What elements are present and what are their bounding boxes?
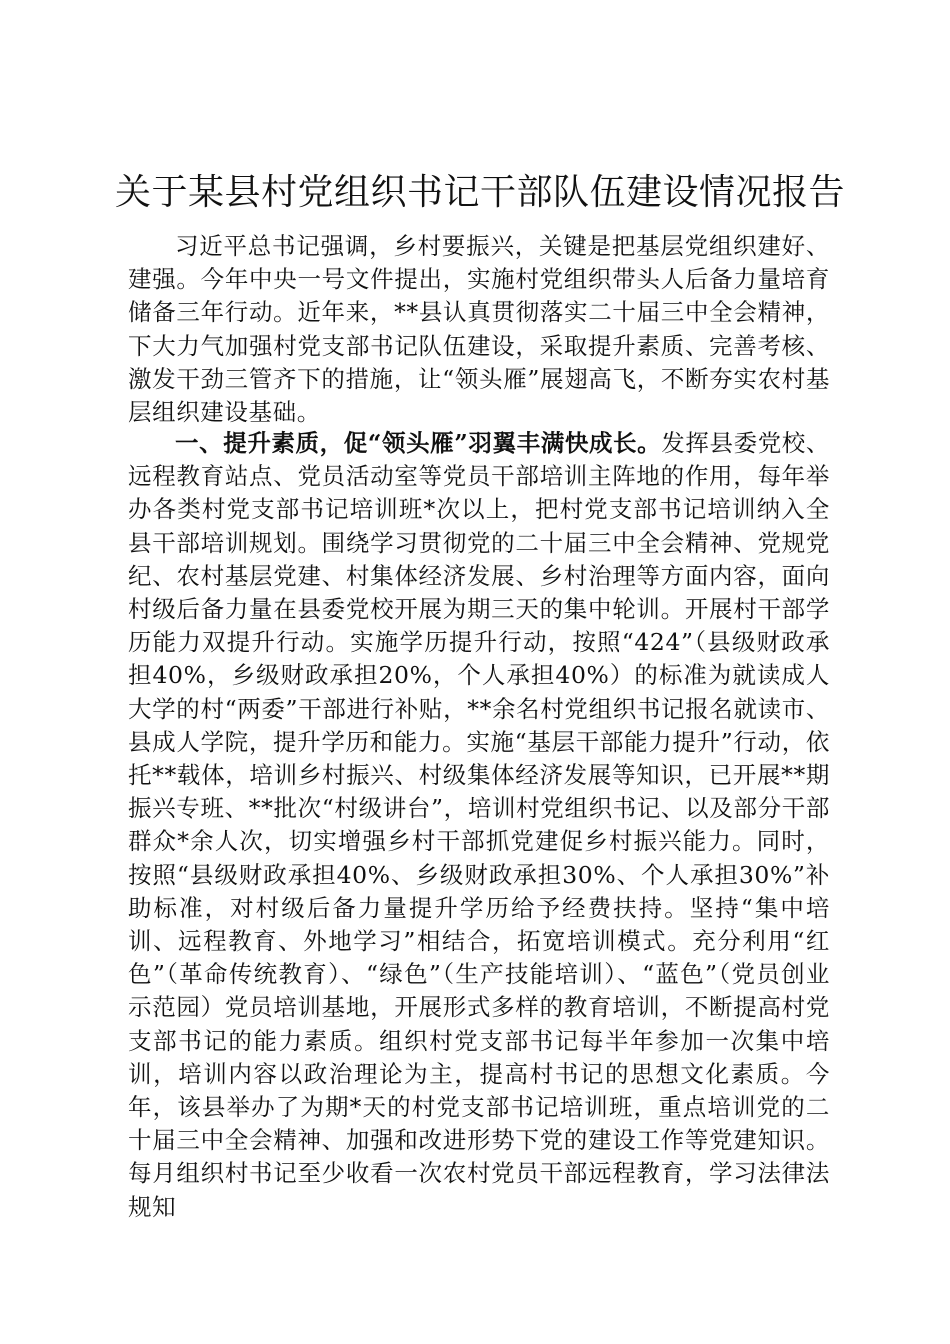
section-one-paragraph [128, 427, 830, 1224]
section-one-heading: 一、提升素质，促“领头雁”羽翼丰满快成长。 [175, 429, 662, 457]
intro-paragraph [128, 230, 830, 429]
document-title: 关于某县村党组织书记干部队伍建设情况报告 [114, 172, 845, 213]
intro-paragraph-text: 习近平总书记强调，乡村要振兴，关键是把基层党组织建好、建强。今年中央一号文件提出，实施村党组织带头人后备力量培育储备三年行动。近年来，**县认真贯彻落实二十届三中全会精神，下大力气加强村党支部书记队伍建设，采取提升素质、完善考核、激发干劲三管齐下的措施，让“领头雁”展翅高飞，不断夯实农村基层组织建设基础。 [128, 232, 830, 427]
section-one-text: 发挥县委党校、远程教育站点、党员活动室等党员干部培训主阵地的作用，每年举办各类村党支部书记培训班*次以上，把村党支部书记培训纳入全县干部培训规划。围绕学习贯彻党的二十届三中全会精神、党规党纪、农村基层党建、村集体经济发展、乡村治理等方面内容，面向村级后备力量在县委党校开展为期三天的集中轮训。开展村干部学历能力双提升行动。实施学历提升行动，按照“424”（县级财政承担40%，乡级财政承担20%，个人承担40%）的标准为就读成人大学的村“两委”干部进行补贴，**余名村党组织书记报名就读市、县成人学院，提升学历和能力。实施“基层干部能力提升”行动，依托**载体，培训乡村振兴、村级集体经济发展等知识，已开展**期振兴专班、**批次“村级讲台”，培训村党组织书记、以及部分干部群众*余人次，切实增强乡村干部抓党建促乡村振兴能力。同时，按照“县级财政承担40%、乡级财政承担30%、个人承担30%”补助标准，对村级后备力量提升学历给予经费扶持。坚持“集中培训、远程教育、外地学习”相结合，拓宽培训模式。充分利用“红色”（革命传统教育）、“绿色”（生产技能培训）、“蓝色”（党员创业示范园）党员培训基地，开展形式多样的教育培训，不断提高村党支部书记的能力素质。组织村党支部书记每半年参加一次集中培训，培训内容以政治理论为主，提高村书记的思想文化素质。今年，该县举办了为期*天的村党支部书记培训班，重点培训党的二十届三中全会精神、加强和改进形势下党的建设工作等党建知识。每月组织村书记至少收看一次农村党员干部远程教育，学习法律法规知 [128, 429, 831, 1221]
